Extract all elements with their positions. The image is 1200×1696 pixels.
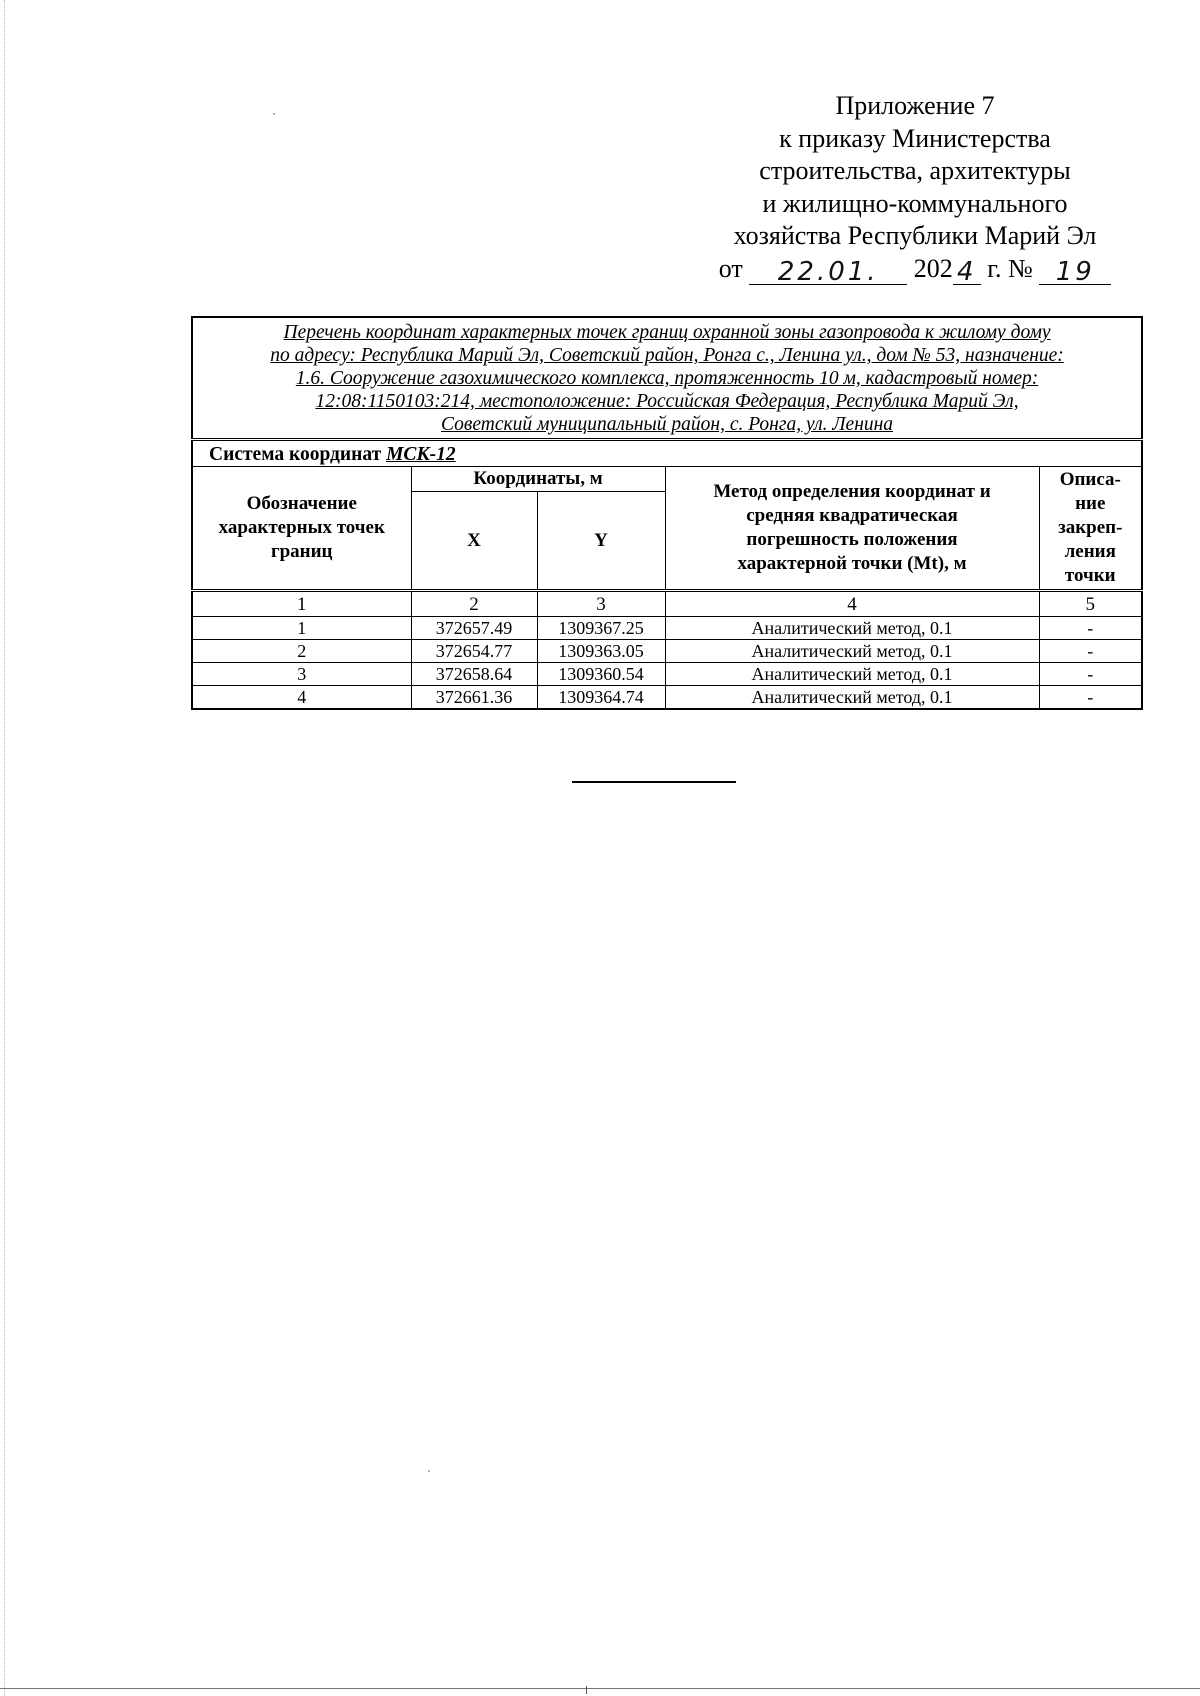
cell-method: Аналитический метод, 0.1 <box>665 617 1039 640</box>
coord-system-row <box>192 440 1142 467</box>
column-number: 2 <box>411 591 537 617</box>
appendix-header <box>690 90 1140 287</box>
header-text-line: точки <box>1064 565 1116 586</box>
header-point-designation <box>192 467 411 591</box>
header-text-line: границ <box>270 541 333 562</box>
header-text-line: закреп- <box>1058 517 1123 538</box>
table-row <box>192 617 1142 640</box>
table-title-line: по адресу: Республика Марий Эл, Советский район, Ронга с., Ленина ул., дом № 53, назначение: <box>270 345 1064 366</box>
column-number: 5 <box>1039 591 1142 617</box>
scan-tick <box>586 1686 587 1694</box>
header-y: Y <box>537 492 665 591</box>
cell-x: 372658.64 <box>411 663 537 686</box>
year-suffix: г. № <box>987 253 1033 283</box>
cell-method: Аналитический метод, 0.1 <box>665 686 1039 710</box>
handwritten-number: 19 <box>1055 257 1095 287</box>
cell-description: - <box>1039 617 1142 640</box>
column-number: 4 <box>665 591 1039 617</box>
cell-description: - <box>1039 686 1142 710</box>
order-date-line <box>690 253 1140 287</box>
scan-edge-left <box>4 0 5 1696</box>
table-row <box>192 686 1142 710</box>
column-number: 3 <box>537 591 665 617</box>
year-prefix: 202 <box>913 253 953 283</box>
header-coordinates: Координаты, м <box>411 467 665 492</box>
table-title <box>192 317 1142 440</box>
handwritten-date: 22.01. <box>777 257 879 287</box>
column-number: 1 <box>192 591 411 617</box>
coord-system <box>192 440 1142 467</box>
year-blank <box>953 256 981 285</box>
header-text-line: средняя квадратическая <box>746 505 958 526</box>
header-text-line: погрешность положения <box>746 529 958 550</box>
header-text-line: ления <box>1064 541 1116 562</box>
cell-y: 1309367.25 <box>537 617 665 640</box>
table-title-line: 1.6. Сооружение газохимического комплекса, протяженность 10 м, кадастровый номер: <box>295 368 1039 389</box>
cell-description: - <box>1039 640 1142 663</box>
coord-system-value: МСК-12 <box>386 443 456 465</box>
date-blank <box>749 256 907 285</box>
header-method <box>665 467 1039 591</box>
header-line: Приложение 7 <box>835 91 995 120</box>
column-number-row <box>192 591 1142 617</box>
cell-y: 1309363.05 <box>537 640 665 663</box>
header-row-top <box>192 467 1142 492</box>
table-row <box>192 640 1142 663</box>
handwritten-year: 4 <box>956 257 977 287</box>
scan-speck <box>428 1470 430 1472</box>
cell-y: 1309364.74 <box>537 686 665 710</box>
date-prefix: от <box>718 253 743 283</box>
table-title-line: Перечень координат характерных точек границ охранной зоны газопровода к жилому дому <box>283 322 1051 343</box>
header-line: и жилищно-коммунального <box>762 188 1068 218</box>
cell-x: 372661.36 <box>411 686 537 710</box>
cell-description: - <box>1039 663 1142 686</box>
table-title-line: Советский муниципальный район, с. Ронга, ул. Ленина <box>441 414 894 435</box>
cell-x: 372654.77 <box>411 640 537 663</box>
header-text-line: Описа- <box>1059 469 1121 490</box>
header-line: к приказу Министерства <box>779 123 1051 153</box>
cell-method: Аналитический метод, 0.1 <box>665 640 1039 663</box>
header-text-line: ние <box>1075 493 1106 514</box>
end-of-document-rule <box>572 781 736 783</box>
header-line: строительства, архитектуры <box>759 156 1071 185</box>
number-blank <box>1039 256 1111 285</box>
cell-point: 2 <box>192 640 411 663</box>
scan-edge-bottom <box>0 1688 1200 1689</box>
table-row <box>192 663 1142 686</box>
scan-speck <box>273 113 275 115</box>
header-description <box>1039 467 1142 591</box>
cell-point: 1 <box>192 617 411 640</box>
coordinates-table <box>191 316 1143 710</box>
header-text-line: характерных точек <box>218 517 385 538</box>
header-text-line: характерной точки (Mt), м <box>737 553 967 574</box>
cell-y: 1309360.54 <box>537 663 665 686</box>
table-title-line: 12:08:1150103:214, местоположение: Российская Федерация, Республика Марий Эл, <box>315 391 1019 412</box>
cell-point: 3 <box>192 663 411 686</box>
table-title-row <box>192 317 1142 440</box>
coord-system-label: Система координат <box>209 443 382 465</box>
cell-point: 4 <box>192 686 411 710</box>
header-text-line: Обозначение <box>246 493 357 514</box>
header-text-line: Метод определения координат и <box>713 481 991 502</box>
cell-x: 372657.49 <box>411 617 537 640</box>
cell-method: Аналитический метод, 0.1 <box>665 663 1039 686</box>
header-line: хозяйства Республики Марий Эл <box>733 221 1097 250</box>
header-x: X <box>411 492 537 591</box>
